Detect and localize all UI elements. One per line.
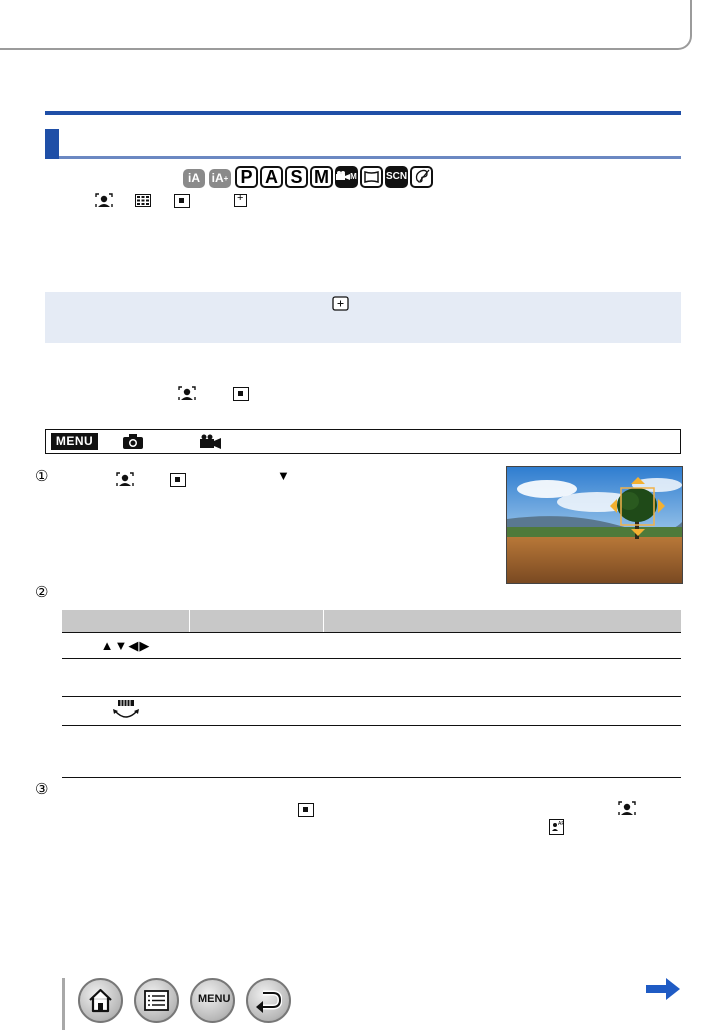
mode-ia-icon: [183, 169, 205, 188]
back-icon: [255, 989, 282, 1013]
cursor-buttons-cell: [62, 633, 190, 659]
af-area-example-image: [506, 466, 683, 584]
table-cell: [190, 726, 324, 778]
home-icon: [88, 988, 113, 1013]
cursor-down-icon: ▼: [277, 468, 290, 483]
face-detection-icon: [95, 193, 113, 208]
mode-ia-plus-icon: iA+: [209, 169, 231, 188]
note-box: [45, 292, 681, 343]
face-detection-icon: [178, 386, 196, 401]
table-row: [62, 633, 681, 659]
menu-list-button[interactable]: [190, 978, 235, 1023]
mode-creative-movie-icon: [335, 166, 358, 188]
face-detection-icon: [116, 472, 134, 487]
panorama-glyph: [364, 171, 379, 183]
table-row: [62, 726, 681, 778]
table-row: [62, 697, 681, 726]
table-cell: [324, 726, 682, 778]
mode-creative-control-icon: [410, 166, 433, 188]
section-heading-rule: [59, 156, 681, 159]
mode-scn-label: SCN: [385, 171, 408, 182]
palette-glyph: [414, 168, 430, 184]
step-3-marker: ③: [35, 781, 49, 798]
single-area-icon: [298, 803, 314, 817]
control-dial-icon: [111, 699, 141, 723]
mode-ia-plus-label: iA: [211, 171, 224, 185]
step-1-marker: ①: [35, 468, 49, 485]
home-button[interactable]: [78, 978, 123, 1023]
menu-path-bar: [45, 429, 681, 454]
page-header-frame: [0, 0, 692, 50]
landscape-tree-illustration: [507, 467, 682, 583]
mode-s-label: S: [290, 167, 303, 187]
table-header-cell: [324, 610, 682, 633]
chapter-rule: [45, 111, 681, 115]
mode-s-icon: [285, 166, 308, 188]
table-row: [62, 659, 681, 697]
next-page-arrow-icon[interactable]: [646, 978, 680, 1000]
cursor-buttons-icon: ▲▼◀▶: [100, 637, 151, 653]
af-tracking-icon: [549, 819, 564, 835]
movie-icon: [200, 434, 222, 449]
mode-movie-m-label: M: [350, 172, 357, 181]
table-cell: [62, 659, 190, 697]
face-detection-icon: [618, 801, 636, 816]
single-area-icon: [170, 473, 186, 487]
table-header-cell: [62, 610, 190, 633]
pinpoint-icon: [234, 194, 247, 207]
table-cell: [190, 633, 324, 659]
nav-divider: [62, 978, 65, 1030]
table-cell: [324, 659, 682, 697]
table-cell: [190, 697, 324, 726]
control-dial-cell: [62, 697, 190, 726]
mode-panorama-icon: [360, 166, 383, 188]
mode-m-label: M: [314, 167, 329, 187]
table-header-row: [62, 610, 681, 633]
menu-icon: MENU: [198, 993, 231, 1005]
single-area-icon: [174, 194, 190, 208]
mode-a-label: A: [265, 167, 278, 187]
mode-p-label: P: [240, 167, 253, 187]
movie-camera-glyph: [336, 171, 350, 181]
mode-a-icon: [260, 166, 283, 188]
svg-text:AF: AF: [558, 821, 564, 827]
camera-icon: [123, 433, 143, 449]
mode-scene-icon: [385, 166, 408, 188]
contents-list-button[interactable]: [134, 978, 179, 1023]
pinpoint-icon: [332, 296, 349, 311]
table-header-cell: [190, 610, 324, 633]
step-2-marker: ②: [35, 584, 49, 601]
back-button[interactable]: [246, 978, 291, 1023]
mode-ia-label: iA: [188, 171, 200, 185]
table-cell: [190, 659, 324, 697]
mode-m-icon: [310, 166, 333, 188]
table-cell: [324, 633, 682, 659]
operations-table: [62, 610, 681, 778]
single-area-icon: [233, 387, 249, 401]
table-cell: [62, 726, 190, 778]
menu-logo: MENU: [51, 433, 98, 450]
mode-p-icon: [235, 166, 258, 188]
multi-area-icon: [135, 194, 151, 207]
list-icon: [144, 990, 169, 1011]
section-heading-marker: [45, 129, 59, 159]
table-cell: [324, 697, 682, 726]
